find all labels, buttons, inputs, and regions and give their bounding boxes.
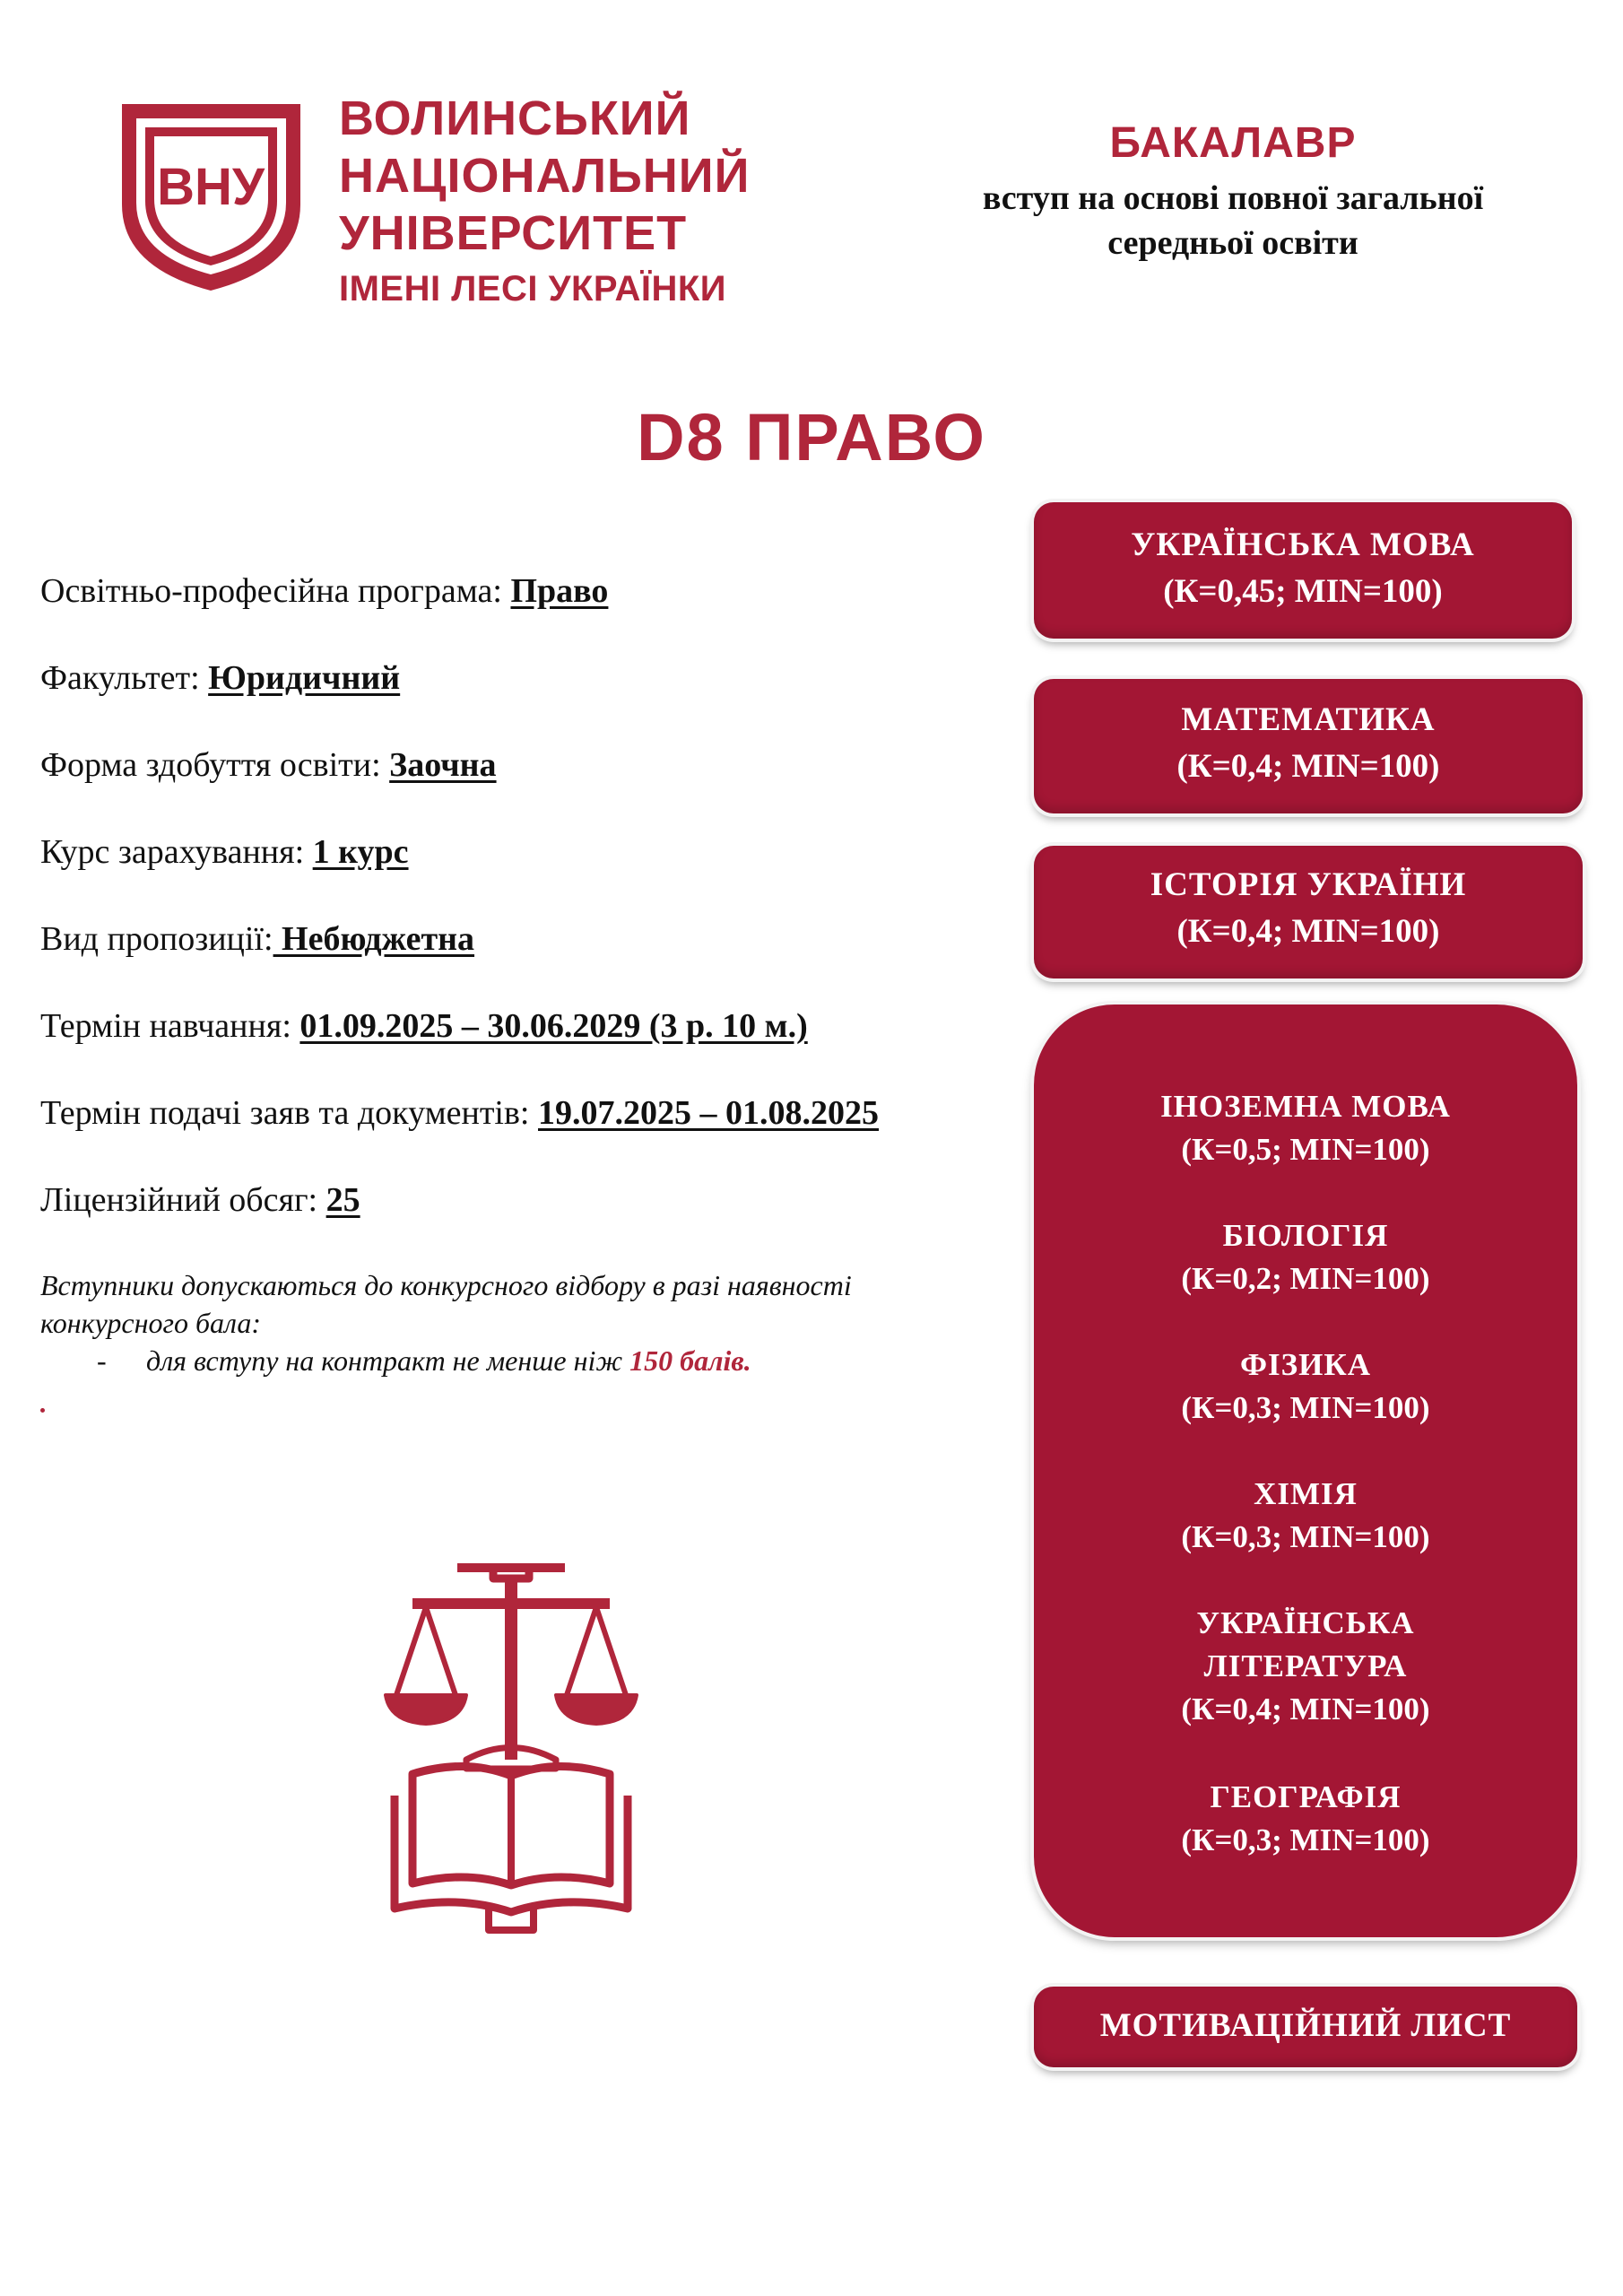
elective-subject-ukrainian-literature (1034, 1602, 1577, 1731)
bullet-dash: - (97, 1344, 107, 1377)
elective-subject-biology (1034, 1214, 1577, 1300)
university-logo (115, 90, 751, 309)
subject-name: БІОЛОГІЯ (1222, 1218, 1389, 1253)
elective-subjects-box (1034, 1004, 1577, 1937)
info-application-period (40, 1092, 879, 1134)
info-label: Форма здобуття освіти: (40, 746, 390, 784)
subject-coefficient: (К=0,3; MIN=100) (1181, 1390, 1430, 1425)
degree-subtitle-line2: середньої освіти (1107, 224, 1358, 262)
subject-box-ukrainian-language (1034, 502, 1572, 639)
info-course (40, 831, 409, 873)
motivation-letter-label: МОТИВАЦІЙНИЙ ЛИСТ (1099, 2007, 1512, 2044)
university-name-line: УНІВЕРСИТЕТ (339, 206, 688, 260)
info-label: Термін подачі заяв та документів: (40, 1094, 538, 1132)
info-study-period (40, 1005, 808, 1047)
elective-subject-chemistry (1034, 1473, 1577, 1559)
subject-name-line2: ЛІТЕРАТУРА (1203, 1648, 1408, 1683)
subject-coefficient: (К=0,2; MIN=100) (1181, 1261, 1430, 1296)
subject-name: ІНОЗЕМНА МОВА (1160, 1089, 1451, 1124)
page-title: D8 ПРАВО (637, 400, 986, 474)
red-dot-mark (40, 1408, 45, 1413)
logo-monogram: ВНУ (157, 158, 265, 216)
subject-coefficient: (К=0,3; MIN=100) (1181, 1519, 1430, 1554)
subject-coefficient: (К=0,4; MIN=100) (1181, 1692, 1430, 1726)
university-name-line: ВОЛИНСЬКИЙ (339, 91, 691, 145)
info-label: Факультет: (40, 659, 209, 697)
admission-note-item (97, 1342, 751, 1379)
subject-coefficient: (К=0,4; MIN=100) (1176, 748, 1440, 785)
degree-title: БАКАЛАВР (1109, 119, 1357, 167)
degree-block (933, 117, 1533, 265)
subject-name: УКРАЇНСЬКА (1196, 1605, 1415, 1640)
info-label: Освітньо-професійна програма: (40, 572, 511, 610)
subject-coefficient: (К=0,45; MIN=100) (1163, 573, 1443, 610)
university-name (339, 90, 750, 316)
subject-box-history-of-ukraine (1034, 846, 1583, 978)
info-value: 1 курс (312, 833, 409, 871)
info-value: 25 (325, 1181, 360, 1219)
info-label: Ліцензійний обсяг: (40, 1181, 326, 1219)
motivation-letter-box (1034, 1987, 1577, 2067)
subject-coefficient: (К=0,3; MIN=100) (1181, 1822, 1430, 1857)
admission-note: Вступники допускаються до конкурсного відбору в разі наявності конкурсного бала: (40, 1269, 852, 1339)
subject-name: ІСТОРІЯ УКРАЇНИ (1150, 866, 1467, 903)
degree-subtitle-line1: вступ на основі повної загальної (982, 179, 1484, 217)
info-value: 01.09.2025 – 30.06.2029 (3 р. 10 м.) (299, 1007, 808, 1045)
info-offer-type (40, 918, 474, 960)
university-name-line: НАЦІОНАЛЬНИЙ (339, 149, 751, 203)
university-shield-logo (115, 97, 308, 296)
info-value: Право (510, 572, 609, 610)
info-faculty (40, 657, 400, 699)
info-study-form (40, 744, 497, 786)
university-name-line: ІМЕНІ ЛЕСІ УКРАЇНКИ (339, 269, 727, 309)
info-value: Небюджетна (273, 920, 475, 958)
elective-subject-geography (1034, 1776, 1577, 1862)
note-item-text: для вступу на контракт не менше ніж (146, 1344, 630, 1377)
info-value: Заочна (389, 746, 497, 784)
info-label: Термін навчання: (40, 1007, 300, 1045)
scales-of-justice-book-icon (377, 1561, 646, 1937)
info-license-volume (40, 1179, 360, 1221)
note-item-highlight: 150 балів. (629, 1344, 751, 1377)
subject-coefficient: (К=0,5; MIN=100) (1181, 1132, 1430, 1167)
elective-subject-physics (1034, 1344, 1577, 1430)
info-label: Курс зарахування: (40, 833, 313, 871)
subject-box-mathematics (1034, 679, 1583, 813)
info-value: Юридичний (208, 659, 401, 697)
subject-coefficient: (К=0,4; MIN=100) (1176, 913, 1440, 950)
info-program (40, 570, 608, 612)
subject-name: УКРАЇНСЬКА МОВА (1131, 526, 1475, 563)
elective-subject-foreign-language (1034, 1085, 1577, 1171)
subject-name: МАТЕМАТИКА (1181, 701, 1436, 738)
subject-name: ГЕОГРАФІЯ (1210, 1779, 1402, 1814)
info-label: Вид пропозиції: (40, 920, 273, 958)
subject-name: ХІМІЯ (1254, 1476, 1358, 1511)
subject-name: ФІЗИКА (1239, 1347, 1372, 1382)
info-value: 19.07.2025 – 01.08.2025 (538, 1094, 879, 1132)
